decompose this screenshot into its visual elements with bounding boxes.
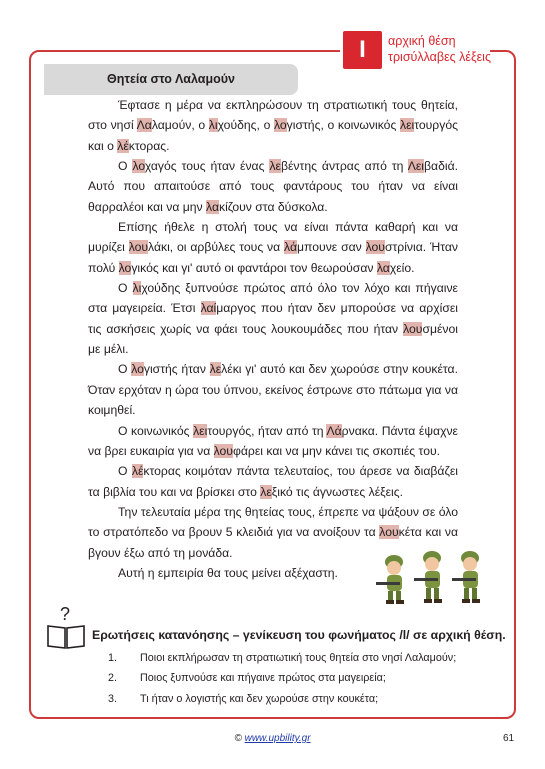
badge-letter: Ι [343, 31, 382, 69]
story-paragraph [88, 359, 458, 420]
svg-text:?: ? [60, 604, 71, 624]
highlighted-syllable: λου [128, 240, 149, 255]
highlighted-syllable: λι [208, 118, 218, 133]
highlighted-syllable: Λα [136, 118, 152, 133]
story-text: ρνακα. Πάντα έψαχνε να βρει ευκαιρία για να [88, 423, 458, 458]
story-text: γικός και γι' αυτό οι φαντάροι τον θεωρούσαν [131, 260, 377, 275]
story-text: γιστής ήταν [143, 362, 210, 377]
copyright-symbol: © [234, 733, 242, 744]
question-text: Τι ήταν ο λογιστής και δεν χωρούσε στην κουκέτα; [140, 693, 379, 705]
question-item [108, 693, 508, 711]
badge-line-1: αρχική θέση [388, 34, 456, 48]
story-text: Ο [118, 281, 133, 296]
story-paragraph [88, 421, 458, 462]
question-number: 3. [108, 693, 118, 705]
story-text: βαδιά. Αυτό που απαιτούσε από τους φαντάρους του ήταν να είναι θαρραλέοι και να μην [88, 159, 458, 214]
question-text: Ποιοι εκπλήρωσαν τη στρατιωτική τους θητεία στο νησί Λαλαμούν; [140, 652, 457, 664]
story-text: λάκι, οι αρβύλες τους να [148, 240, 285, 255]
highlighted-syllable: λι [132, 281, 142, 296]
question-number: 2. [108, 672, 118, 684]
highlighted-syllable: Λει [407, 159, 425, 174]
questions-heading: Ερωτήσεις κατανόησης – γενίκευση του φωνήματος /l/ σε αρχική θέση. [92, 628, 506, 642]
story-body [88, 95, 458, 583]
story-text: Αυτή η εμπειρία θα τους μείνει αξέχαστη. [118, 565, 338, 580]
highlighted-syllable: λαί [200, 301, 217, 316]
story-text: σμένοι με μέλι. [88, 321, 458, 357]
story-text: Ο κοινωνικός [118, 423, 194, 438]
highlighted-syllable: λο [132, 159, 145, 174]
story-text: φάρει και να μην κάνει τις σκοπιές του. [232, 443, 441, 458]
footer [0, 733, 545, 744]
story-title: Θητεία στο Λαλαμούν [107, 72, 235, 86]
story-text: Επίσης ήθελε η στολή τους να είναι πάντα καθαρή και να μυρίζει [88, 220, 458, 255]
story-text: στρίνια. Ήταν πολύ [88, 240, 458, 275]
highlighted-syllable: λου [403, 321, 423, 336]
story-text: κίζουν στα δύσκολα. [219, 199, 328, 214]
highlighted-syllable: λου [213, 443, 233, 458]
soldier-2 [414, 551, 442, 603]
highlighted-syllable: λο [131, 362, 144, 377]
story-paragraph [88, 217, 458, 278]
story-text: χούδης, ο [217, 118, 274, 133]
story-paragraph [88, 461, 458, 502]
question-number: 1. [108, 652, 118, 664]
highlighted-syllable: λά [284, 240, 298, 255]
book-question-icon [46, 604, 86, 650]
soldier-3 [452, 551, 480, 603]
highlighted-syllable: λέ [117, 138, 129, 153]
highlighted-syllable: λο [273, 118, 287, 133]
story-text: μπουνε σαν [297, 240, 366, 255]
story-paragraph [88, 95, 458, 156]
highlighted-syllable: λει [193, 423, 208, 438]
badge-line-2: τρισύλλαβες λέξεις [388, 50, 491, 64]
story-paragraph [88, 278, 458, 359]
story-text: χαγός τους ήταν ένας [144, 159, 270, 174]
story-text: κτορας. [128, 138, 170, 153]
story-text: Την τελευταία μέρα της θητείας τους, έπρεπε να ψάξουν σε όλο το στρατόπεδο να βρουν 5 κλειδιά για να ανοίξουν τα [88, 504, 458, 540]
story-text: Ο [118, 362, 132, 377]
story-text: κέτα και να βγουν έξω από τη μονάδα. [88, 525, 458, 560]
story-text: χείο. [389, 260, 415, 275]
story-text: λέκι γι' αυτό και δεν χωρούσε στην κουκέτα. Όταν ερχόταν η ώρα του ύπνου, εκείνος έστρωνε στο πάτωμα για να κοιμηθεί. [88, 362, 458, 418]
story-text: λαμούν, ο [151, 118, 209, 133]
story-text: τουργός και ο [88, 118, 458, 153]
story-text: βέντης άντρας από τη [280, 159, 408, 174]
story-text: μαργος που ήταν δεν μπορούσε να αρχίσει τις ασκήσεις χωρίς να φάει τους λουκουμάδες που ήταν [88, 301, 458, 336]
story-text: κτορας κοιμόταν πάντα τελευταίος, του άρεσε να διαβάζει τα βιβλία του και να βρίσκει στο [88, 464, 458, 499]
highlighted-syllable: λέ [131, 464, 144, 479]
badge-text [388, 33, 498, 65]
soldiers-illustration [372, 546, 492, 606]
story-paragraph [88, 156, 458, 217]
question-item [108, 652, 508, 670]
story-text: Ο [118, 464, 132, 479]
story-text: τουργός, ήταν από τη [207, 423, 327, 438]
highlighted-syllable: Λά [326, 423, 342, 438]
highlighted-syllable: λου [379, 525, 399, 540]
soldier-1 [376, 555, 404, 604]
highlighted-syllable: λει [399, 118, 415, 133]
highlighted-syllable: λε [209, 362, 222, 377]
highlighted-syllable: λα [206, 199, 219, 214]
story-text: γιστής, ο κοινωνικός [286, 118, 400, 133]
story-text: χούδης ξυπνούσε πρώτος από όλο τον λόχο και πήγαινε στα μαγειρεία. Έτσι [88, 281, 458, 316]
question-text: Ποιος ξυπνούσε και πήγαινε πρώτος στα μαγειρεία; [140, 672, 386, 684]
highlighted-syllable: λα [376, 260, 390, 275]
highlighted-syllable: λε [269, 159, 281, 174]
highlighted-syllable: λο [118, 260, 132, 275]
page-number: 61 [503, 733, 515, 744]
highlighted-syllable: λου [365, 240, 385, 255]
story-text: Ο [118, 159, 133, 174]
website-link[interactable]: www.upbility.gr [244, 733, 311, 744]
story-text: ξικό τις άγνωστες λέξεις. [271, 484, 403, 499]
question-item [108, 672, 508, 690]
story-text: Έφτασε η μέρα να εκπληρώσουν τη στρατιωτική τους θητεία, στο νησί [88, 98, 458, 133]
highlighted-syllable: λε [260, 484, 272, 499]
